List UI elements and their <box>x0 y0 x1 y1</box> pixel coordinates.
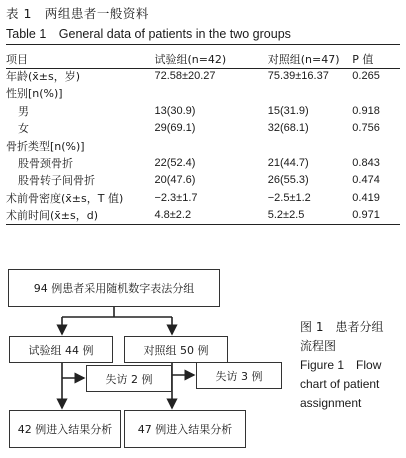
table-title-en: Table 1 General data of patients in the two groups <box>6 27 291 41</box>
caption-en-line3: assignment <box>300 396 362 410</box>
row-trial-value: 22(52.4) <box>154 157 196 170</box>
row-control-value: 21(44.7) <box>267 157 309 170</box>
row-item-label: 性别[n(%)] <box>6 87 63 101</box>
row-p-value: 0.474 <box>352 174 380 187</box>
row-item-label: 年龄(x̄±s，岁) <box>6 70 81 84</box>
flow-box-trial-lost: 失访 2 例 <box>86 365 172 392</box>
row-item-label: 骨折类型[n(%)] <box>6 139 85 153</box>
row-item-label: 女 <box>18 122 29 136</box>
row-control-value: 5.2±2.5 <box>267 209 305 222</box>
row-item-label: 股骨转子间骨折 <box>18 174 95 188</box>
row-control-value: 15(31.9) <box>267 104 309 117</box>
row-item-label: 男 <box>18 104 29 118</box>
row-trial-value: 13(30.9) <box>154 104 196 117</box>
row-item-label: 术前骨密度(x̄±s，T 值) <box>6 191 124 205</box>
table-title-zh: 表 1 两组患者一般资料 <box>6 6 149 21</box>
figure-caption <box>300 318 383 413</box>
header-control-group: 对照组(n=47) <box>267 52 340 66</box>
row-trial-value: 20(47.6) <box>154 174 196 187</box>
row-p-value: 0.918 <box>352 104 380 117</box>
row-control-value: 26(55.3) <box>267 174 309 187</box>
row-control-value: −2.5±1.2 <box>267 191 311 204</box>
caption-zh-line2: 流程图 <box>300 339 337 353</box>
row-p-value: 0.971 <box>352 209 380 222</box>
row-item-label: 股骨颈骨折 <box>18 157 73 171</box>
row-p-value: 0.843 <box>352 157 380 170</box>
flow-box-control-final: 47 例进入结果分析 <box>124 410 246 448</box>
row-item-label: 术前时间(x̄±s，d) <box>6 209 99 223</box>
row-trial-value: 4.8±2.2 <box>154 209 192 222</box>
row-control-value: 32(68.1) <box>267 122 309 135</box>
caption-en-line1: Figure 1 Flow <box>300 358 382 372</box>
caption-en-line2: chart of patient <box>300 377 380 391</box>
row-p-value: 0.265 <box>352 70 380 83</box>
flow-box-control-group: 对照组 50 例 <box>124 336 228 363</box>
flow-box-control-lost: 失访 3 例 <box>196 362 282 389</box>
row-control-value: 75.39±16.37 <box>267 70 329 83</box>
caption-zh-line1: 图 1 患者分组 <box>300 320 384 334</box>
header-trial-group: 试验组(n=42) <box>154 52 227 66</box>
row-trial-value: −2.3±1.7 <box>154 191 198 204</box>
row-p-value: 0.419 <box>352 191 380 204</box>
row-p-value: 0.756 <box>352 122 380 135</box>
row-trial-value: 29(69.1) <box>154 122 196 135</box>
flow-box-randomization: 94 例患者采用随机数字表法分组 <box>8 269 220 307</box>
flow-box-trial-final: 42 例进入结果分析 <box>9 410 121 448</box>
header-item: 项目 <box>6 52 28 66</box>
header-p-value: P 值 <box>352 52 374 66</box>
flow-box-trial-group: 试验组 44 例 <box>9 336 113 363</box>
row-trial-value: 72.58±20.27 <box>154 70 216 83</box>
